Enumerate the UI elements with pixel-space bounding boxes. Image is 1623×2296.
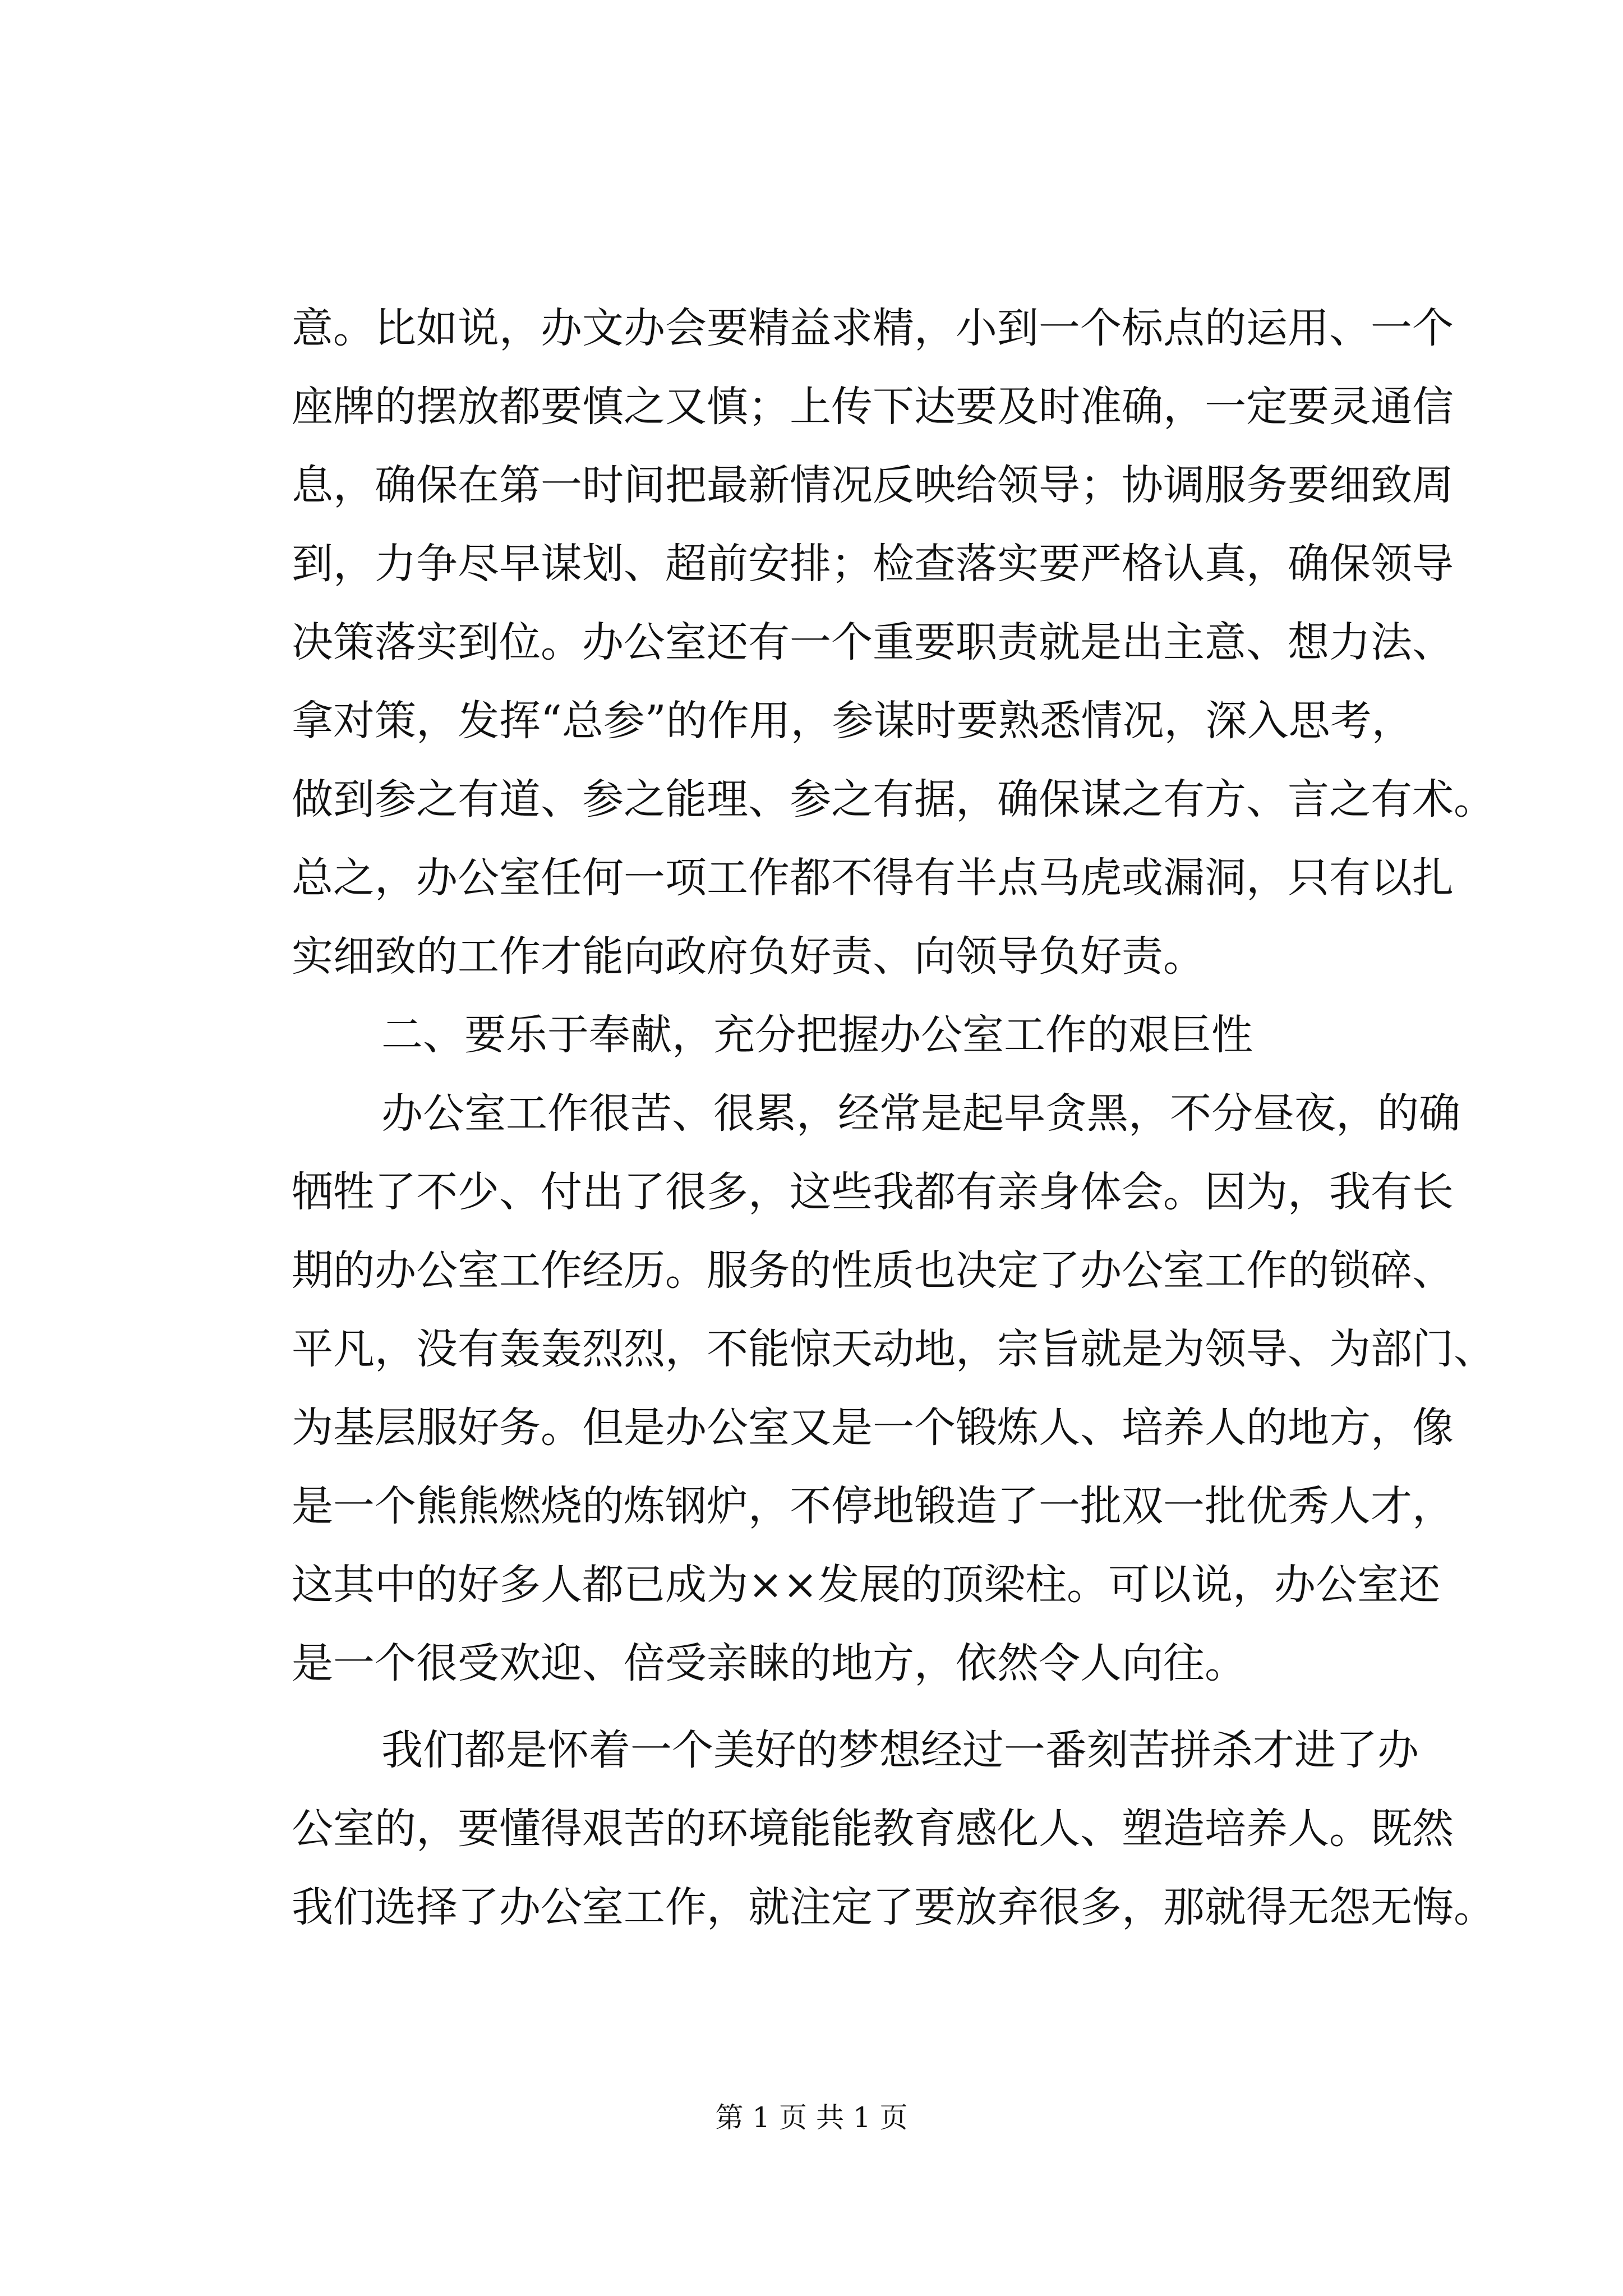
paragraph-line: 公室的，要懂得艰苦的环境能能教育感化人、塑造培养人。既然 (292, 1805, 1454, 1853)
paragraph-line: 是一个熊熊燃烧的炼钢炉，不停地锻造了一批双一批优秀人才， (292, 1482, 1454, 1530)
paragraph-line: 做到参之有道、参之能理、参之有据，确保谋之有方、言之有术。 (292, 775, 1495, 823)
paragraph-line: 牺牲了不少、付出了很多，这些我都有亲身体会。因为，我有长 (292, 1168, 1454, 1216)
paragraph-line: 我们都是怀着一个美好的梦想经过一番刻苦拼杀才进了办 (381, 1726, 1419, 1774)
paragraph-line: 总之，办公室任何一项工作都不得有半点马虎或漏洞，只有以扎 (292, 854, 1454, 902)
paragraph-line: 到，力争尽早谋划、超前安排；检查落实要严格认真，确保领导 (292, 540, 1454, 588)
paragraph-line: 这其中的好多人都已成为××发展的顶梁柱。可以说，办公室还 (292, 1561, 1441, 1609)
paragraph-line: 办公室工作很苦、很累，经常是起早贪黑，不分昼夜，的确 (381, 1089, 1460, 1138)
paragraph-line: 实细致的工作才能向政府负好责、向领导负好责。 (292, 932, 1205, 981)
paragraph-line: 为基层服好务。但是办公室又是一个锻炼人、培养人的地方，像 (292, 1404, 1454, 1452)
paragraph-line: 拿对策，发挥“总参”的作用，参谋时要熟悉情况，深入思考， (292, 697, 1413, 745)
paragraph-line: 我们选择了办公室工作，就注定了要放弃很多，那就得无怨无悔。 (292, 1883, 1495, 1931)
page-footer: 第 1 页 共 1 页 (715, 2101, 908, 2134)
section-heading: 二、要乐于奉献，充分把握办公室工作的艰巨性 (381, 1011, 1253, 1059)
paragraph-line: 期的办公室工作经历。服务的性质也决定了办公室工作的锁碎、 (292, 1246, 1454, 1295)
paragraph-line: 是一个很受欢迎、倍受亲睐的地方，依然令人向往。 (292, 1639, 1246, 1687)
paragraph-line: 息，确保在第一时间把最新情况反映给领导；协调服务要细致周 (292, 461, 1454, 509)
paragraph-line: 座牌的摆放都要慎之又慎；上传下达要及时准确，一定要灵通信 (292, 383, 1454, 431)
paragraph-line: 意。比如说，办文办会要精益求精，小到一个标点的运用、一个 (292, 304, 1454, 352)
paragraph-line: 平凡，没有轰轰烈烈，不能惊天动地，宗旨就是为领导、为部门、 (292, 1325, 1495, 1373)
paragraph-line: 决策落实到位。办公室还有一个重要职责就是出主意、想力法、 (292, 618, 1454, 666)
